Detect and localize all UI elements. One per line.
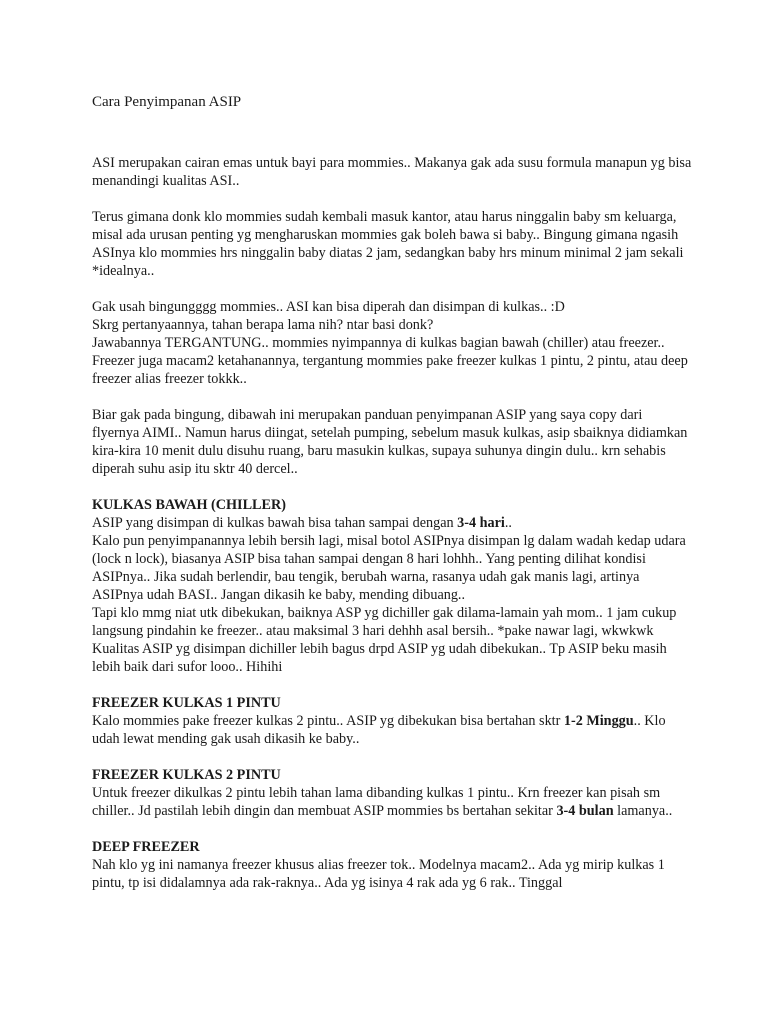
section-chiller: [92, 496, 692, 676]
freezer-1-post: .. Klo udah lewat mending gak usah dikasih ke baby..: [92, 713, 666, 747]
paragraph-storage: [92, 298, 692, 388]
deep-freezer-text: Nah klo yg ini namanya freezer khusus alias freezer tok.. Modelnya macam2.. Ada yg mirip kulkas 1 pintu, tp isi didalamnya ada rak-raknya.. Ada yg isinya 4 rak ada yg 6 rak.. Tinggal: [92, 857, 665, 891]
chiller-duration: 3-4 hari: [457, 515, 505, 531]
chiller-line-1: [92, 514, 692, 532]
paragraph-intro: ASI merupakan cairan emas untuk bayi para mommies.. Makanya gak ada susu formula manapun yg bisa menandingi kualitas ASI..: [92, 155, 692, 189]
freezer-1-duration: 1-2 Minggu: [563, 713, 634, 729]
freezer-2-text: [92, 784, 692, 820]
section-heading-freezer-2: FREEZER KULKAS 2 PINTU: [92, 767, 281, 783]
freezer-2-post: lamanya..: [613, 803, 673, 819]
section-heading-chiller: KULKAS BAWAH (CHILLER): [92, 497, 286, 513]
section-deep-freezer: [92, 838, 692, 892]
freezer-1-pre: Kalo mommies pake freezer kulkas 2 pintu.. ASIP yg dibekukan bisa bertahan sktr: [92, 713, 564, 729]
section-heading-freezer-1: FREEZER KULKAS 1 PINTU: [92, 695, 281, 711]
chiller-line-2: Kalo pun penyimpanannya lebih bersih lagi, misal botol ASIPnya disimpan lg dalam wadah kedap udara (lock n lock), biasanya ASIP bisa tahan sampai dengan 8 hari lohhh.. Yang penting dilihat kondisi ASIPnya.. Jika sudah berlendir, bau tengik, berubah warna, rasanya udah gak manis lagi, artinya ASIPnya udah BASI.. Jangan dikasih ke baby, mending dibuang..: [92, 533, 686, 603]
freezer-2-pre: Untuk freezer dikulkas 2 pintu lebih tahan lama dibanding kulkas 1 pintu.. Krn freezer kan pisah sm chiller.. Jd pastilah lebih dingin dan membuat ASIP mommies bs bertahan sekitar: [92, 785, 661, 819]
section-freezer-2-door: [92, 766, 692, 820]
paragraph-office: Terus gimana donk klo mommies sudah kembali masuk kantor, atau harus ninggalin baby sm keluarga, misal ada urusan penting yg mengharuskan mommies gak boleh bawa si baby.. Bingung gimana ngasih ASInya klo mommies hrs ninggalin baby diatas 2 jam, sedangkan baby hrs minum minimal 2 jam sekali *idealnya..: [92, 209, 684, 279]
storage-line-2: Skrg pertanyaannya, tahan berapa lama nih? ntar basi donk?: [92, 317, 434, 333]
freezer-2-duration: 3-4 bulan: [556, 803, 614, 819]
paragraph-guide: Biar gak pada bingung, dibawah ini merupakan panduan penyimpanan ASIP yang saya copy dari flyernya AIMI.. Namun harus diingat, setelah pumping, sebelum masuk kulkas, asip sbaiknya didiamkan kira-kira 10 menit dulu disuhu ruang, baru masukin kulkas, supaya suhunya dingin dulu.. krn sehabis diperah suhu asip itu sktr 40 dercel..: [92, 407, 688, 477]
chiller-line-1-post: ..: [504, 515, 512, 531]
section-heading-deep-freezer: DEEP FREEZER: [92, 839, 200, 855]
storage-line-1: Gak usah bingungggg mommies.. ASI kan bisa diperah dan disimpan di kulkas.. :D: [92, 299, 565, 315]
document-page: [92, 92, 692, 910]
freezer-1-text: [92, 712, 692, 748]
document-title: Cara Penyimpanan ASIP: [92, 94, 242, 110]
chiller-line-1-pre: ASIP yang disimpan di kulkas bawah bisa tahan sampai dengan: [92, 515, 458, 531]
chiller-line-3: Tapi klo mmg niat utk dibekukan, baiknya ASP yg dichiller gak dilama-lamain yah mom.. 1 jam cukup langsung pindahin ke freezer.. atau maksimal 3 hari dehhh asal bersih.. *pake nawar lagi, wkwkwk: [92, 605, 677, 639]
chiller-line-4: Kualitas ASIP yg disimpan dichiller lebih bagus drpd ASIP yg udah dibekukan.. Tp ASIP beku masih lebih baik dari sufor looo.. Hihihi: [92, 641, 667, 675]
storage-line-3: Jawabannya TERGANTUNG.. mommies nyimpannya di kulkas bagian bawah (chiller) atau freezer.. Freezer juga macam2 ketahanannya, tergantung mommies pake freezer kulkas 1 pintu, 2 pintu, atau deep freezer alias freezer tokkk..: [92, 335, 688, 387]
section-freezer-1-door: [92, 694, 692, 748]
